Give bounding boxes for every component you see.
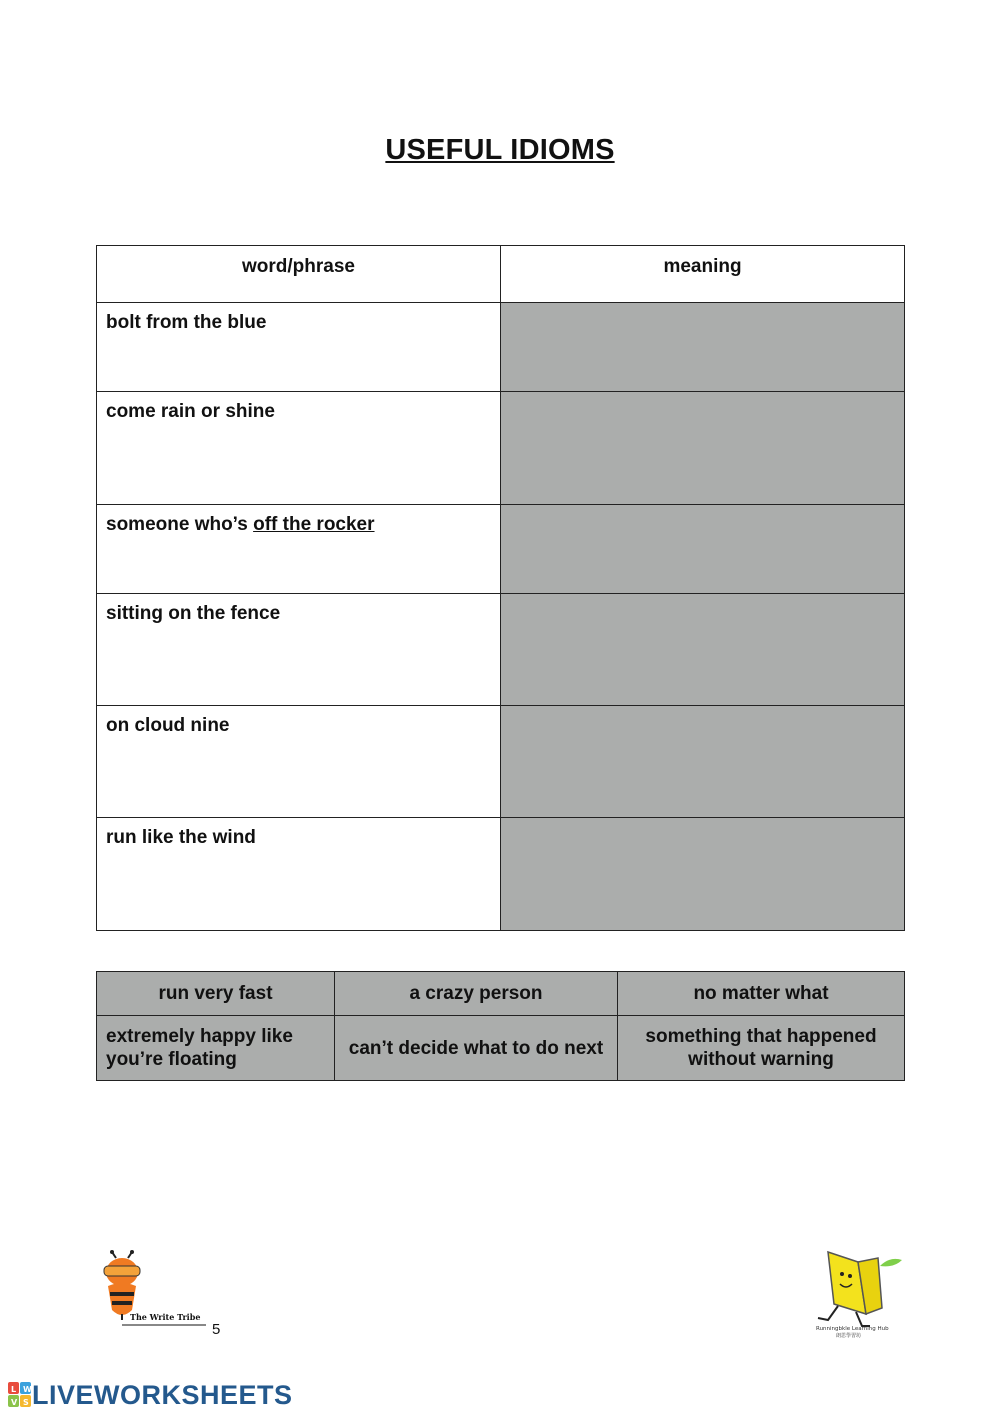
svg-text:L: L (11, 1385, 17, 1394)
table-row (97, 392, 905, 505)
page-number: 5 (212, 1321, 221, 1338)
learning-hub-logo (808, 1242, 908, 1342)
answer-bank (96, 971, 905, 1081)
answer-option[interactable]: a crazy person (335, 972, 618, 1016)
phrase-cell: come rain or shine (97, 392, 501, 505)
table-row (97, 706, 905, 818)
svg-text:V: V (11, 1398, 18, 1407)
answer-option[interactable]: can’t decide what to do next (335, 1016, 618, 1081)
phrase-cell: bolt from the blue (97, 303, 501, 392)
phrase-cell: sitting on the fence (97, 594, 501, 706)
idioms-table (96, 245, 905, 931)
table-row (97, 303, 905, 392)
liveworksheets-blocks-icon (8, 1382, 32, 1408)
answer-row (97, 1016, 905, 1081)
meaning-drop-cell[interactable] (501, 303, 905, 392)
phrase-prefix: someone who’s (106, 514, 254, 535)
page-title: USEFUL IDIOMS (385, 134, 615, 166)
answer-option[interactable]: run very fast (97, 972, 335, 1016)
write-tribe-logo (96, 1250, 208, 1330)
svg-text:S: S (23, 1398, 29, 1407)
learning-hub-text: Runningbkle Learning Hub (816, 1326, 889, 1332)
answer-row (97, 972, 905, 1016)
header-word-phrase: word/phrase (97, 246, 501, 303)
answer-option[interactable]: no matter what (618, 972, 905, 1016)
write-tribe-text: The Write Tribe (130, 1312, 201, 1322)
phrase-underlined: off the rocker (253, 514, 375, 535)
meaning-drop-cell[interactable] (501, 706, 905, 818)
liveworksheets-logo (8, 1381, 293, 1409)
meaning-drop-cell[interactable] (501, 594, 905, 706)
meaning-drop-cell[interactable] (501, 505, 905, 594)
meaning-drop-cell[interactable] (501, 818, 905, 931)
header-meaning: meaning (501, 246, 905, 303)
meaning-drop-cell[interactable] (501, 392, 905, 505)
phrase-cell: on cloud nine (97, 706, 501, 818)
svg-text:W: W (23, 1385, 32, 1394)
table-row (97, 818, 905, 931)
phrase-cell (97, 505, 501, 594)
answer-option[interactable]: extremely happy like you’re floating (97, 1016, 335, 1081)
table-header-row (97, 246, 905, 303)
table-row (97, 505, 905, 594)
answer-option[interactable]: something that happened without warning (618, 1016, 905, 1081)
phrase-cell: run like the wind (97, 818, 501, 931)
table-row (97, 594, 905, 706)
liveworksheets-text: LIVEWORKSHEETS (32, 1380, 293, 1410)
svg-text:朗思學習坊: 朗思學習坊 (836, 1333, 862, 1339)
